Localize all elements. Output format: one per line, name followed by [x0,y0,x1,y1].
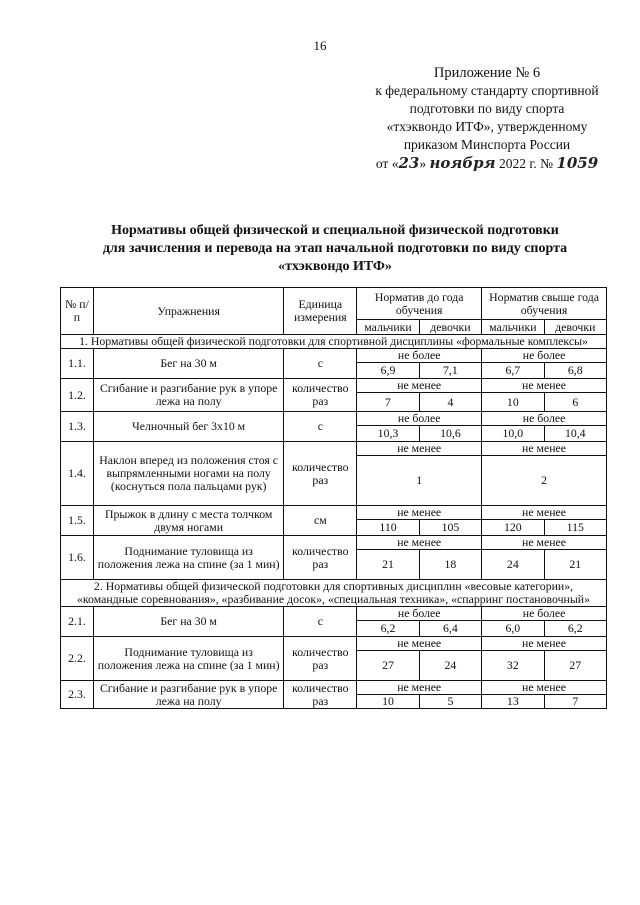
value-boys-first-year: 21 [357,550,419,580]
condition-first-year: не менее [357,506,482,520]
value-girls-first-year: 4 [419,393,481,412]
value-over-year: 2 [482,456,607,506]
exercise-name: Сгибание и разгибание рук в упоре лежа на полу [93,379,283,412]
exercise-name: Поднимание туловища из положения лежа на спине (за 1 мин) [93,536,283,580]
row-number: 1.3. [61,412,94,442]
condition-first-year: не менее [357,681,482,695]
condition-over-year: не более [482,349,607,363]
unit: количество раз [284,379,357,412]
unit: количество раз [284,681,357,709]
header-exercise: Упражнения [93,288,283,335]
value-girls-first-year: 7,1 [419,363,481,379]
value-girls-first-year: 105 [419,520,481,536]
row-number: 2.3. [61,681,94,709]
exercise-name: Сгибание и разгибание рук в упоре лежа на полу [93,681,283,709]
value-girls-over-year: 7 [544,695,606,709]
value-boys-first-year: 6,2 [357,621,419,637]
unit: с [284,607,357,637]
table-row [61,536,607,550]
value-girls-over-year: 6 [544,393,606,412]
header-girls: девочки [419,320,481,335]
table-row [61,349,607,363]
table-row [61,637,607,651]
unit: количество раз [284,442,357,506]
norms-table [60,287,607,709]
table-row [61,379,607,393]
exercise-name: Бег на 30 м [93,607,283,637]
value-girls-first-year: 6,4 [419,621,481,637]
appendix-line: приказом Минспорта России [403,137,571,152]
header-girls: девочки [544,320,606,335]
value-boys-over-year: 24 [482,550,544,580]
header-over-year: Норматив свыше года обучения [482,288,607,320]
condition-over-year: не менее [482,637,607,651]
condition-first-year: не более [357,412,482,426]
unit: количество раз [284,536,357,580]
row-number: 1.6. [61,536,94,580]
exercise-name: Поднимание туловища из положения лежа на спине (за 1 мин) [93,637,283,681]
order-number: 1059 [556,154,599,172]
condition-over-year: не более [482,412,607,426]
page-number: 16 [313,38,327,53]
row-number: 1.2. [61,379,94,412]
condition-over-year: не менее [482,506,607,520]
value-first-year: 1 [357,456,482,506]
value-girls-over-year: 21 [544,550,606,580]
value-boys-over-year: 6,7 [482,363,544,379]
value-girls-first-year: 18 [419,550,481,580]
condition-over-year: не менее [482,379,607,393]
condition-first-year: не менее [357,379,482,393]
header-first-year: Норматив до года обучения [357,288,482,320]
row-number: 2.2. [61,637,94,681]
exercise-name: Прыжок в длину с места толчком двумя ногами [93,506,283,536]
row-number: 2.1. [61,607,94,637]
section-title: 2. Нормативы общей физической подготовки для спортивных дисциплин «весовые категории», «командные соревнования», «разбивание досок», «специальная техника», «спарринг постановочный» [61,580,607,607]
heading-line: Нормативы общей физической и специальной физической подготовки [111,223,559,238]
header-boys: мальчики [357,320,419,335]
condition-first-year: не более [357,607,482,621]
unit: количество раз [284,637,357,681]
value-boys-over-year: 32 [482,651,544,681]
table-row [61,412,607,426]
unit: с [284,349,357,379]
condition-over-year: не менее [482,681,607,695]
value-boys-over-year: 120 [482,520,544,536]
order-prefix: от « [375,156,399,171]
value-girls-first-year: 10,6 [419,426,481,442]
condition-first-year: не более [357,349,482,363]
order-day: 23 [398,154,420,172]
appendix-line: подготовки по виду спорта [409,101,565,116]
value-boys-over-year: 6,0 [482,621,544,637]
condition-first-year: не менее [357,536,482,550]
exercise-name: Наклон вперед из положения стоя с выпрямленными ногами на полу (коснуться пола пальцами рук) [93,442,283,506]
unit: с [284,412,357,442]
condition-first-year: не менее [357,442,482,456]
section-title: 1. Нормативы общей физической подготовки для спортивной дисциплины «формальные комплексы» [61,335,607,349]
value-boys-first-year: 27 [357,651,419,681]
row-number: 1.4. [61,442,94,506]
condition-over-year: не менее [482,536,607,550]
value-boys-over-year: 13 [482,695,544,709]
value-girls-over-year: 10,4 [544,426,606,442]
header-boys: мальчики [482,320,544,335]
value-boys-first-year: 6,9 [357,363,419,379]
order-year: 2022 г. № [495,156,557,171]
order-line [352,154,622,173]
heading-line: «тхэквондо ИТФ» [278,259,392,274]
exercise-name: Бег на 30 м [93,349,283,379]
table-row [61,506,607,520]
unit: см [284,506,357,536]
appendix-line: к федеральному стандарту спортивной [375,83,599,98]
value-girls-over-year: 6,2 [544,621,606,637]
section-row [61,580,607,607]
condition-first-year: не менее [357,637,482,651]
header-unit: Единица измерения [284,288,357,335]
value-girls-first-year: 24 [419,651,481,681]
value-boys-first-year: 10,3 [357,426,419,442]
appendix-line: «тхэквондо ИТФ», утвержденному [386,119,588,134]
heading-line: для зачисления и перевода на этап начальной подготовки по виду спорта [102,241,568,256]
document-heading [60,222,610,276]
section-row [61,335,607,349]
appendix-title: Приложение № 6 [433,65,541,81]
row-number: 1.1. [61,349,94,379]
condition-over-year: не более [482,607,607,621]
value-boys-over-year: 10,0 [482,426,544,442]
value-boys-first-year: 10 [357,695,419,709]
value-girls-over-year: 27 [544,651,606,681]
appendix-block [352,64,622,173]
order-mid: » [419,156,430,171]
header-num: № п/п [61,288,94,335]
value-girls-over-year: 115 [544,520,606,536]
table-row [61,607,607,621]
value-girls-first-year: 5 [419,695,481,709]
value-girls-over-year: 6,8 [544,363,606,379]
order-month: ноября [429,154,496,172]
row-number: 1.5. [61,506,94,536]
condition-over-year: не менее [482,442,607,456]
value-boys-first-year: 110 [357,520,419,536]
table-row [61,681,607,695]
table-row [61,442,607,456]
value-boys-first-year: 7 [357,393,419,412]
value-boys-over-year: 10 [482,393,544,412]
exercise-name: Челночный бег 3х10 м [93,412,283,442]
